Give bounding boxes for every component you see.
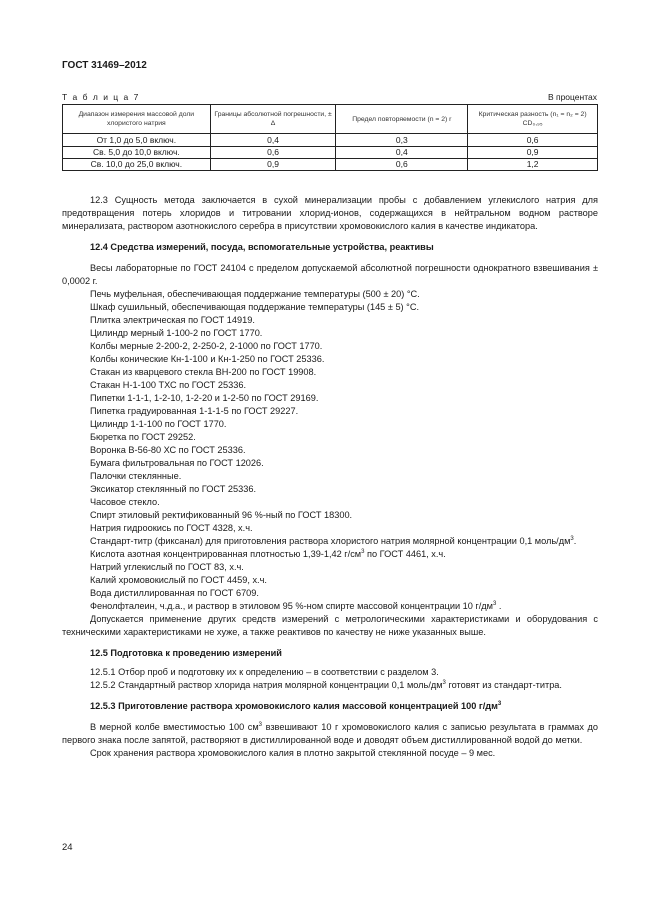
superscript: 3 — [442, 679, 446, 686]
list-item: Воронка В-56-80 ХС по ГОСТ 25336. — [90, 445, 246, 455]
document-header: ГОСТ 31469–2012 — [62, 60, 147, 71]
table-row — [63, 147, 598, 159]
table-header-cell: Предел повторяемости (n = 2) r — [336, 105, 468, 134]
text-span: 12.5.2 Стандартный раствор хлорида натрия молярной концентрации 0,1 моль/дм — [90, 680, 443, 690]
table-cell: 0,6 — [336, 159, 468, 171]
equipment-list — [62, 262, 598, 639]
text-span: готовят из стандарт-титра. — [445, 680, 562, 690]
table-cell: Св. 5,0 до 10,0 включ. — [63, 147, 211, 159]
list-item: Бюретка по ГОСТ 29252. — [90, 432, 196, 442]
text-span: Фенолфталеин, ч.д.а., и раствор в этиловом 95 %-ном спирте массовой концентрации 10 г/дм — [90, 601, 493, 611]
text-span: . — [573, 536, 577, 546]
paragraph-flask — [62, 721, 598, 747]
text-span: по ГОСТ 4461, х.ч. — [364, 549, 446, 559]
table-cell: 0,6 — [210, 147, 336, 159]
list-item — [62, 548, 598, 561]
table-cell: 1,2 — [468, 159, 598, 171]
text-span: 12.5.3 Приготовление раствора хромовокислого калия массовой концентрацией 100 г/дм — [90, 701, 498, 711]
table-unit: В процентах — [547, 92, 597, 102]
table-cell: 0,4 — [336, 147, 468, 159]
table-cell: Св. 10,0 до 25,0 включ. — [63, 159, 211, 171]
text-span: Стандарт-титр (фиксанал) для приготовления раствора хлористого натрия молярной концентрации 0,1 моль/дм — [90, 536, 571, 546]
table-row — [63, 134, 598, 147]
text-span: взвешивают 10 г хромовокислого калия с записью результата в граммах до первого знака после запятой, растворяют в дистиллированной воде и доводят объем дистиллированной водой до метки. — [62, 722, 599, 745]
list-item: Цилиндр мерный 1-100-2 по ГОСТ 1770. — [90, 328, 263, 338]
table-cell: 0,3 — [336, 134, 468, 147]
section-heading-12-5: 12.5 Подготовка к проведению измерений — [90, 648, 282, 658]
list-item: Эксикатор стеклянный по ГОСТ 25336. — [90, 484, 256, 494]
list-item: Натрий углекислый по ГОСТ 83, х.ч. — [90, 562, 244, 572]
list-item: Колбы мерные 2-200-2, 2-250-2, 2-1000 по ГОСТ 1770. — [90, 341, 323, 351]
table-cell: 0,6 — [468, 134, 598, 147]
table-header-row — [63, 105, 598, 134]
table-7 — [62, 104, 598, 171]
superscript: 3 — [497, 700, 502, 707]
list-item: Вода дистиллированная по ГОСТ 6709. — [90, 588, 259, 598]
list-item: Печь муфельная, обеспечивающая поддержание температуры (500 ± 20) °С. — [90, 289, 420, 299]
list-item: Спирт этиловый ректификованный 96 %-ный по ГОСТ 18300. — [90, 510, 353, 520]
table-cell: 0,9 — [210, 159, 336, 171]
paragraph-storage: Срок хранения раствора хромовокислого калия в плотно закрытой стеклянной посуде – 9 мес. — [90, 748, 496, 758]
superscript: 3 — [258, 721, 263, 728]
table-header-cell: Границы абсолютной погрешности, ± Δ — [210, 105, 336, 134]
list-item: Пипетка градуированная 1-1-1-5 по ГОСТ 29227. — [90, 406, 299, 416]
list-item: Бумага фильтровальная по ГОСТ 12026. — [90, 458, 264, 468]
list-item: Пипетки 1-1-1, 1-2-10, 1-2-20 и 1-2-50 по ГОСТ 29169. — [90, 393, 319, 403]
list-item: Цилиндр 1-1-100 по ГОСТ 1770. — [90, 419, 227, 429]
superscript: 3 — [570, 535, 574, 542]
table-row — [63, 159, 598, 171]
list-item — [62, 535, 598, 548]
table-cell: От 1,0 до 5,0 включ. — [63, 134, 211, 147]
list-item: Шкаф сушильный, обеспечивающая поддержание температуры (145 ± 5) °С. — [90, 302, 420, 312]
superscript: 3 — [493, 600, 497, 607]
paragraph-12-5-2 — [62, 679, 598, 692]
list-item: Весы лабораторные по ГОСТ 24104 с пределом допускаемой абсолютной погрешности однократного взвешивания ± 0,0002 г. — [62, 263, 598, 286]
list-item: Натрия гидроокись по ГОСТ 4328, х.ч. — [90, 523, 253, 533]
table-cell: 0,4 — [210, 134, 336, 147]
paragraph-12-5-1: 12.5.1 Отбор проб и подготовку их к определению – в соответствии с разделом 3. — [90, 667, 439, 677]
document-body — [62, 194, 598, 760]
paragraph-12-3: 12.3 Сущность метода заключается в сухой минерализации пробы с добавлением углекислого натрия для предотвращения потерь хлоридов и титровании хлорид-ионов, содержащихся в нейтральном водном растворе минерализата, раствором азотнокислого серебра в присутствии хромовокислого калия в качестве индикатора. — [62, 195, 598, 231]
list-item: Стакан из кварцевого стекла ВН-200 по ГОСТ 19908. — [90, 367, 317, 377]
superscript: 3 — [361, 548, 365, 555]
list-item: Стакан Н-1-100 ТХС по ГОСТ 25336. — [90, 380, 247, 390]
text-span: В мерной колбе вместимостью 100 см — [90, 722, 259, 732]
section-heading-12-5-3 — [62, 700, 598, 713]
list-item — [62, 600, 598, 613]
page-number: 24 — [62, 842, 73, 853]
text-span: . — [496, 601, 502, 611]
list-item: Калий хромовокислый по ГОСТ 4459, х.ч. — [90, 575, 267, 585]
list-item: Палочки стеклянные. — [90, 471, 182, 481]
section-heading-12-4: 12.4 Средства измерений, посуда, вспомогательные устройства, реактивы — [90, 242, 434, 252]
list-item: Плитка электрическая по ГОСТ 14919. — [90, 315, 255, 325]
list-item: Колбы конические Кн-1-100 и Кн-1-250 по ГОСТ 25336. — [90, 354, 325, 364]
table-caption: Т а б л и ц а 7 — [62, 92, 140, 102]
table-header-cell: Диапазон измерения массовой доли хлористого натрия — [63, 105, 211, 134]
list-item: Допускается применение других средств измерений с метрологическими характеристиками и оборудования с техническими характеристиками не хуже, а также реактивов по качеству не ниже указанных выше. — [62, 614, 598, 637]
text-span: Кислота азотная концентрированная плотностью 1,39-1,42 г/см — [90, 549, 362, 559]
table-header-cell: Критическая разность (n₁ = n₂ = 2) CD₀,₉₅ — [468, 105, 598, 134]
list-item: Часовое стекло. — [90, 497, 160, 507]
table-cell: 0,9 — [468, 147, 598, 159]
